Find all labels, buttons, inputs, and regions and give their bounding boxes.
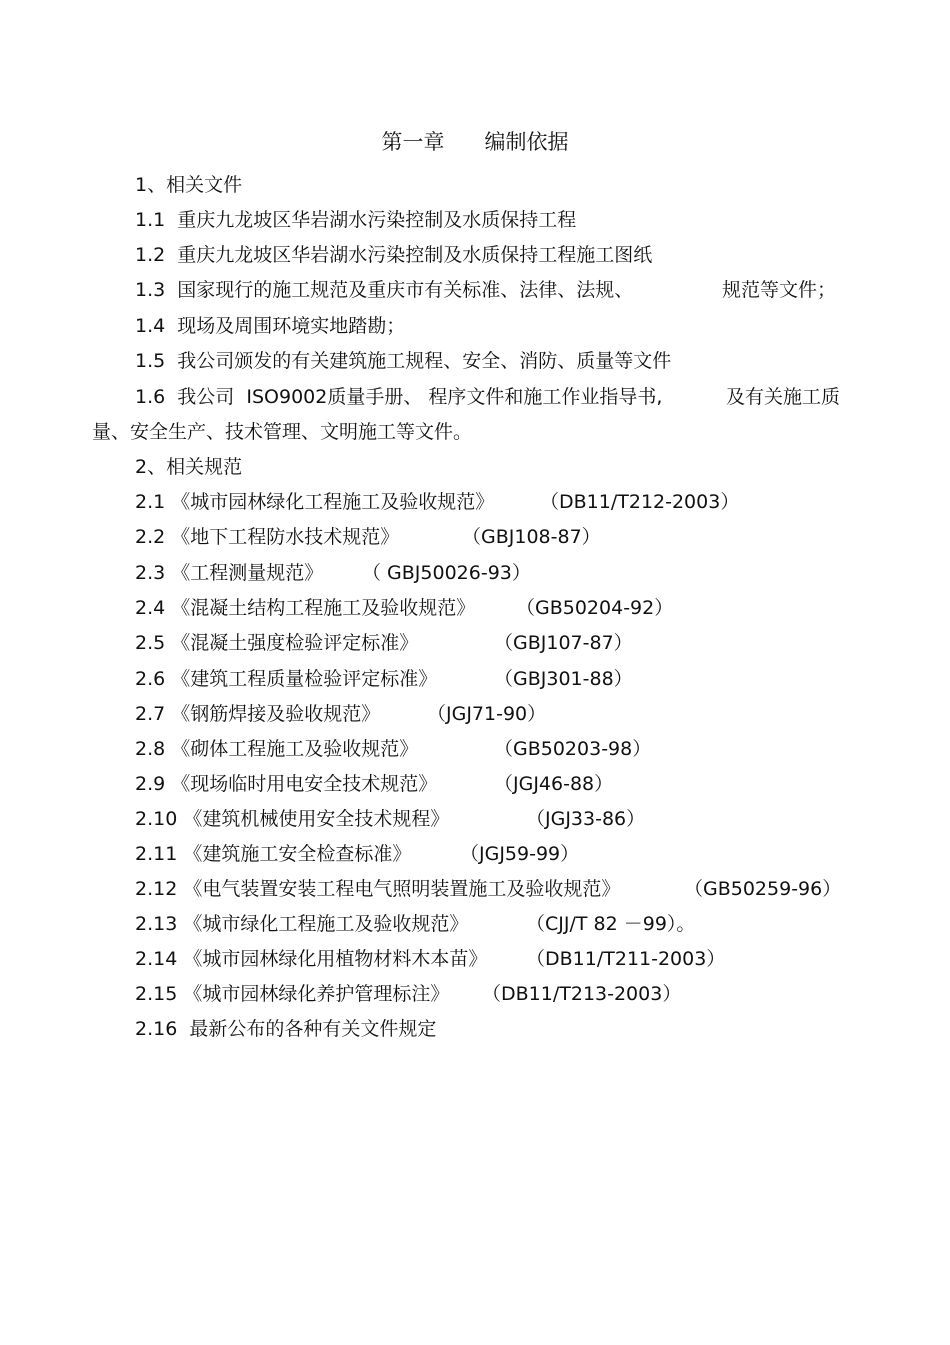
standard-name: 2.7 《钢筋焊接及验收规范》 bbox=[135, 703, 381, 725]
document-item-1-6: 1.6 我公司 ISO9002质量手册、 程序文件和施工作业指导书, bbox=[135, 386, 663, 408]
standard-name: 2.11 《建筑施工安全检查标准》 bbox=[135, 843, 412, 865]
standard-code: （CJJ/T 82 －99）。 bbox=[526, 913, 696, 935]
standard-name: 2.15 《城市园林绿化养护管理标注》 bbox=[135, 983, 450, 1005]
standard-name: 2.8 《砌体工程施工及验收规范》 bbox=[135, 738, 419, 760]
standard-name: 2.2 《地下工程防水技术规范》 bbox=[135, 526, 400, 548]
standard-name: 2.1 《城市园林绿化工程施工及验收规范》 bbox=[135, 491, 495, 513]
standard-code: （GBJ301-88） bbox=[494, 668, 633, 690]
document-item-1-3: 1.3 国家现行的施工规范及重庆市有关标准、法律、法规、 bbox=[135, 279, 634, 301]
standard-code: （JGJ71-90） bbox=[427, 703, 547, 725]
standard-code: （GBJ108-87） bbox=[462, 526, 601, 548]
standard-name: 2.9 《现场临时用电安全技术规范》 bbox=[135, 773, 438, 795]
standard-name: 2.14 《城市园林绿化用植物材料木本苗》 bbox=[135, 948, 488, 970]
standard-code: （GB50204-92） bbox=[516, 597, 674, 619]
document-item-1-1: 1.1 重庆九龙坡区华岩湖水污染控制及水质保持工程 bbox=[135, 209, 577, 231]
section-heading-related-standards: 2、相关规范 bbox=[135, 456, 243, 478]
document-item-1-3-tail: 规范等文件； bbox=[722, 279, 837, 301]
standard-name: 2.3 《工程测量规范》 bbox=[135, 562, 324, 584]
standard-code: （GBJ107-87） bbox=[494, 632, 633, 654]
document-item-1-6-continuation: 量、安全生产、技术管理、文明施工等文件。 bbox=[92, 421, 473, 443]
standard-code: （JGJ33-86） bbox=[526, 808, 646, 830]
standard-name: 2.13 《城市绿化工程施工及验收规范》 bbox=[135, 913, 469, 935]
document-item-1-6-tail: 及有关施工质 bbox=[726, 386, 841, 408]
chapter-title: 第一章 编制依据 bbox=[381, 130, 569, 154]
standard-code: （JGJ46-88） bbox=[494, 773, 614, 795]
standard-name: 2.4 《混凝土结构工程施工及验收规范》 bbox=[135, 597, 476, 619]
standard-code: （ GBJ50026-93） bbox=[362, 562, 531, 584]
document-item-1-2: 1.2 重庆九龙坡区华岩湖水污染控制及水质保持工程施工图纸 bbox=[135, 244, 653, 266]
standard-name: 2.6 《建筑工程质量检验评定标准》 bbox=[135, 668, 438, 690]
standard-name: 2.16 最新公布的各种有关文件规定 bbox=[135, 1018, 437, 1040]
standard-code: （JGJ59-99） bbox=[460, 843, 580, 865]
standard-code: （GB50259-96） bbox=[684, 878, 842, 900]
document-item-1-4: 1.4 现场及周围环境实地踏勘； bbox=[135, 315, 406, 337]
standard-code: （DB11/T212-2003） bbox=[540, 491, 740, 513]
document-item-1-5: 1.5 我公司颁发的有关建筑施工规程、安全、消防、质量等文件 bbox=[135, 350, 672, 372]
standard-name: 2.12 《电气装置安装工程电气照明装置施工及验收规范》 bbox=[135, 878, 621, 900]
standard-code: （GB50203-98） bbox=[494, 738, 652, 760]
standard-code: （DB11/T213-2003） bbox=[482, 983, 682, 1005]
standard-name: 2.5 《混凝土强度检验评定标准》 bbox=[135, 632, 419, 654]
standard-name: 2.10 《建筑机械使用安全技术规程》 bbox=[135, 808, 450, 830]
standard-code: （DB11/T211-2003） bbox=[526, 948, 726, 970]
section-heading-related-documents: 1、相关文件 bbox=[135, 174, 243, 196]
